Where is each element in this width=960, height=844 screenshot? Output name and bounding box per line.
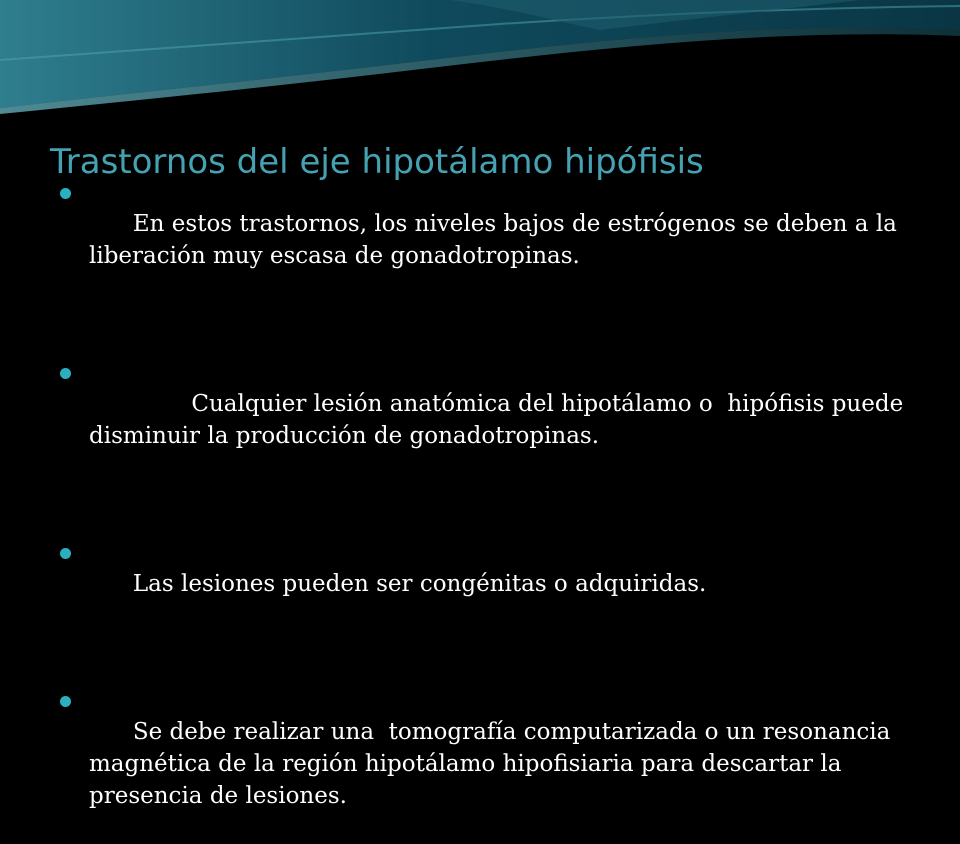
top-wave-banner (0, 0, 960, 130)
slide-title: Trastornos del eje hipotálamo hipófisis (50, 142, 704, 182)
bullet-text: En estos trastornos, los niveles bajos de estrógenos se deben a la liberación muy escasa de gonadotropinas. (89, 211, 905, 269)
bullet-list (60, 176, 920, 844)
bullet-item (60, 356, 920, 484)
bullet-text: Las lesiones pueden ser congénitas o adquiridas. (132, 571, 707, 597)
bullet-dot-icon (60, 696, 71, 707)
bullet-dot-icon (60, 188, 71, 199)
bullet-dot-icon (60, 368, 71, 379)
bullet-text: Cualquier lesión anatómica del hipotálamo o hipófisis puede disminuir la producción de gonadotropinas. (89, 391, 911, 449)
bullet-item (60, 684, 920, 844)
bullet-item (60, 536, 920, 632)
bullet-text: Se debe realizar una tomografía computarizada o un resonancia magnética de la región hipotálamo hipofisiaria para descartar la presencia de lesiones. (89, 719, 898, 809)
bullet-item (60, 176, 920, 304)
bullet-dot-icon (60, 548, 71, 559)
